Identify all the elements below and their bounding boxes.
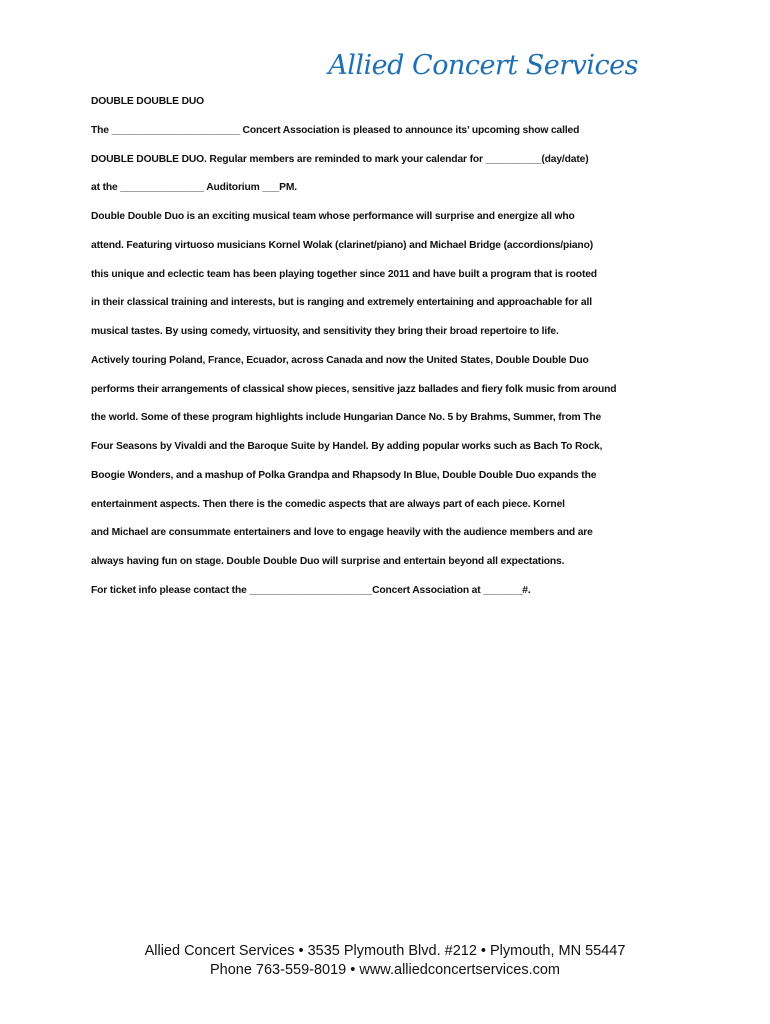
document-line: Boogie Wonders, and a mashup of Polka Grandpa and Rhapsody In Blue, Double Double Duo expands the (91, 469, 597, 481)
company-logo: Allied Concert Services (328, 50, 638, 81)
document-line: entertainment aspects. Then there is the comedic aspects that are always part of each piece. Kornel (91, 498, 565, 510)
document-title: DOUBLE DOUBLE DUO (91, 96, 205, 107)
document-line: The _______________________ Concert Association is pleased to announce its’ upcoming show called (91, 124, 580, 136)
document-line: in their classical training and interests, but is ranging and extremely entertaining and approachable for all (91, 297, 592, 309)
document-line: DOUBLE DOUBLE DUO. Regular members are reminded to mark your calendar for __________(day/date) (91, 153, 589, 165)
document-line: attend. Featuring virtuoso musicians Kornel Wolak (clarinet/piano) and Michael Bridge (accordions/piano) (91, 239, 593, 251)
document-line: at the _______________ Auditorium ___PM. (91, 182, 297, 194)
document-line: Double Double Duo is an exciting musical team whose performance will surprise and energize all who (91, 211, 575, 222)
document-line: performs their arrangements of classical show pieces, sensitive jazz ballades and fiery folk music from around (91, 383, 617, 395)
document-line: Actively touring Poland, France, Ecuador, across Canada and now the United States, Double Double Duo (91, 354, 589, 366)
document-line: the world. Some of these program highlights include Hungarian Dance No. 5 by Brahms, Summer, from The (91, 412, 602, 424)
document-line: musical tastes. By using comedy, virtuosity, and sensitivity they bring their broad repertoire to life. (91, 326, 559, 337)
ticket-info-line: For ticket info please contact the ______________________Concert Association at _______#. (91, 584, 531, 596)
document-line: and Michael are consummate entertainers and love to engage heavily with the audience members and are (91, 527, 593, 539)
footer-address: Allied Concert Services • 3535 Plymouth Blvd. #212 • Plymouth, MN 55447 (144, 943, 626, 959)
document-line: always having fun on stage. Double Double Duo will surprise and entertain beyond all expectations. (91, 556, 565, 567)
document-line: this unique and eclectic team has been playing together since 2011 and have built a program that is rooted (91, 268, 597, 280)
footer-contact: Phone 763-559-8019 • www.alliedconcertservices.com (209, 962, 561, 978)
document-body (91, 92, 691, 610)
document-line: Four Seasons by Vivaldi and the Baroque Suite by Handel. By adding popular works such as Bach To Rock, (91, 441, 603, 452)
